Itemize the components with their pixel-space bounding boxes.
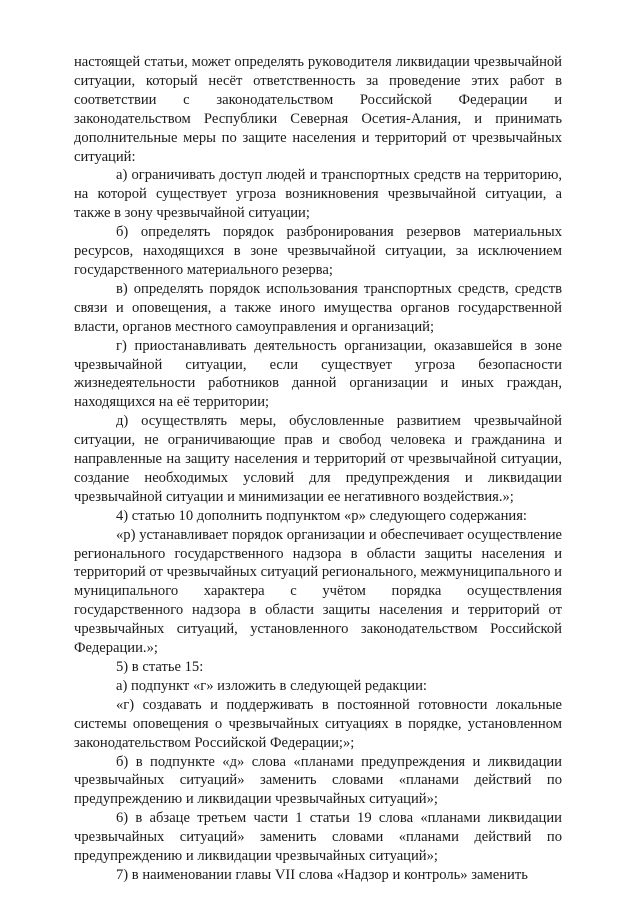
- paragraph: б) в подпункте «д» слова «планами предупреждения и ликвидации чрезвычайных ситуаций» заменить словами «планами действий по предупреждению и ликвидации чрезвычайных ситуаций»;: [74, 753, 562, 808]
- paragraph: а) подпункт «г» изложить в следующей редакции:: [116, 677, 427, 694]
- paragraph: г) приостанавливать деятельность организации, оказавшейся в зоне чрезвычайной ситуации, если существует угроза безопасности жизнедеятельности работников данной организации и иных граждан, находящихся на её территории;: [74, 337, 562, 411]
- paragraph: 4) статью 10 дополнить подпунктом «р» следующего содержания:: [116, 507, 527, 524]
- paragraph: 7) в наименовании главы VII слова «Надзор и контроль» заменить: [116, 866, 528, 883]
- document-body: [74, 53, 562, 885]
- paragraph: 5) в статье 15:: [116, 659, 204, 675]
- paragraph: «г) создавать и поддерживать в постоянной готовности локальные системы оповещения о чрезвычайных ситуациях в порядке, установленном законодательством Российской Федерации;»;: [74, 696, 562, 751]
- paragraph: д) осуществлять меры, обусловленные развитием чрезвычайной ситуации, не ограничивающие прав и свобод человека и гражданина и направленные на защиту населения и территорий от чрезвычайной ситуации, создание необходимых условий для предупреждения и ликвидации чрезвычайной ситуации и минимизации ее негативного воздействия.»;: [74, 413, 562, 505]
- paragraph: а) ограничивать доступ людей и транспортных средств на территорию, на которой существует угроза возникновения чрезвычайной ситуации, а также в зону чрезвычайной ситуации;: [74, 167, 562, 222]
- paragraph: в) определять порядок использования транспортных средств, средств связи и оповещения, а также иного имущества органов государственной власти, органов местного самоуправления и организаций;: [74, 280, 562, 335]
- paragraph: 6) в абзаце третьем части 1 статьи 19 слова «планами ликвидации чрезвычайных ситуаций» заменить словами «планами действий по предупреждению и ликвидации чрезвычайных ситуаций»;: [74, 810, 562, 865]
- paragraph: настоящей статьи, может определять руководителя ликвидации чрезвычайной ситуации, который несёт ответственность за проведение этих работ в соответствии с законодательством Российской Федерации и законодательством Республики Северная Осетия-Алания, и принимать дополнительные меры по защите населения и территорий от чрезвычайных ситуаций:: [74, 54, 562, 165]
- paragraph: «р) устанавливает порядок организации и обеспечивает осуществление регионального государственного надзора в области защиты населения и территорий от чрезвычайных ситуаций регионального, межмуниципального и муниципального характера с учётом порядка осуществления государственного надзора в области защиты населения и территорий от чрезвычайных ситуаций, установленного законодательством Российской Федерации.»;: [74, 526, 562, 657]
- paragraph: б) определять порядок разбронирования резервов материальных ресурсов, находящихся в зоне чрезвычайной ситуации, за исключением государственного материального резерва;: [74, 224, 562, 278]
